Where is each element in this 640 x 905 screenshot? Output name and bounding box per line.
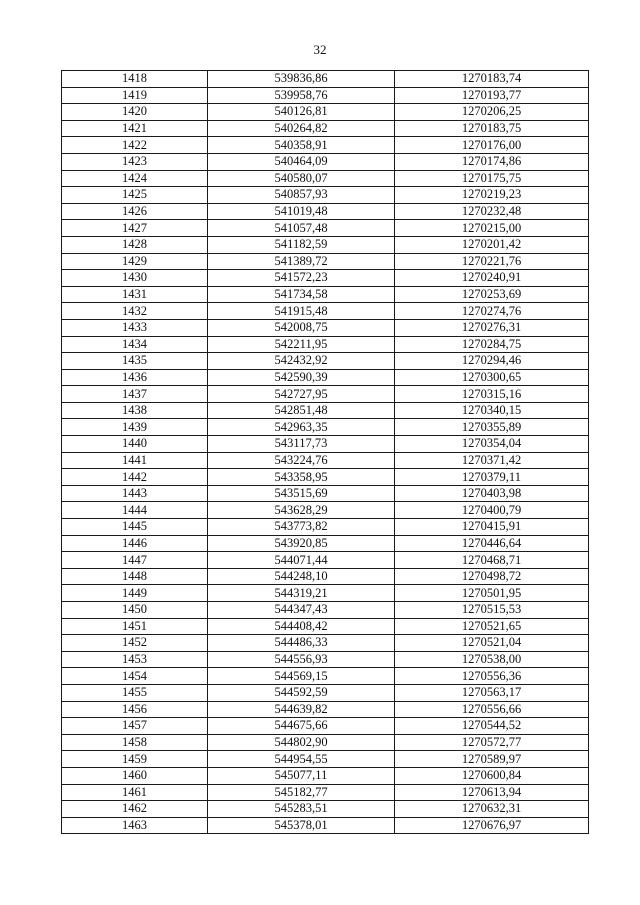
table-row: [62, 303, 589, 320]
x-coordinate-cell: 544319,21: [208, 585, 395, 602]
point-number-cell: 1445: [62, 519, 208, 536]
table-row: [62, 386, 589, 403]
table-row: [62, 684, 589, 701]
y-coordinate-cell: 1270589,97: [395, 751, 589, 768]
y-coordinate-cell: 1270284,75: [395, 336, 589, 353]
point-number-cell: 1440: [62, 436, 208, 453]
table-row: [62, 87, 589, 104]
x-coordinate-cell: 539958,76: [208, 87, 395, 104]
x-coordinate-cell: 541019,48: [208, 203, 395, 220]
x-coordinate-cell: 542008,75: [208, 319, 395, 336]
table-row: [62, 153, 589, 170]
point-number-cell: 1437: [62, 386, 208, 403]
point-number-cell: 1446: [62, 535, 208, 552]
x-coordinate-cell: 541915,48: [208, 303, 395, 320]
point-number-cell: 1451: [62, 618, 208, 635]
x-coordinate-cell: 541389,72: [208, 253, 395, 270]
point-number-cell: 1427: [62, 220, 208, 237]
point-number-cell: 1452: [62, 635, 208, 652]
table-row: [62, 353, 589, 370]
point-number-cell: 1449: [62, 585, 208, 602]
x-coordinate-cell: 540464,09: [208, 153, 395, 170]
x-coordinate-cell: 542851,48: [208, 402, 395, 419]
point-number-cell: 1442: [62, 469, 208, 486]
point-number-cell: 1418: [62, 71, 208, 88]
point-number-cell: 1460: [62, 767, 208, 784]
y-coordinate-cell: 1270355,89: [395, 419, 589, 436]
table-row: [62, 402, 589, 419]
table-row: [62, 618, 589, 635]
point-number-cell: 1456: [62, 701, 208, 718]
point-number-cell: 1441: [62, 452, 208, 469]
y-coordinate-cell: 1270563,17: [395, 684, 589, 701]
y-coordinate-cell: 1270201,42: [395, 236, 589, 253]
table-row: [62, 469, 589, 486]
table-row: [62, 137, 589, 154]
point-number-cell: 1420: [62, 104, 208, 121]
x-coordinate-cell: 544569,15: [208, 668, 395, 685]
x-coordinate-cell: 545077,11: [208, 767, 395, 784]
table-row: [62, 701, 589, 718]
table-row: [62, 436, 589, 453]
table-row: [62, 668, 589, 685]
x-coordinate-cell: 544486,33: [208, 635, 395, 652]
x-coordinate-cell: 544592,59: [208, 684, 395, 701]
table-row: [62, 519, 589, 536]
table-row: [62, 336, 589, 353]
point-number-cell: 1453: [62, 651, 208, 668]
y-coordinate-cell: 1270175,75: [395, 170, 589, 187]
table-row: [62, 801, 589, 818]
table-row: [62, 319, 589, 336]
table-row: [62, 104, 589, 121]
x-coordinate-cell: 545283,51: [208, 801, 395, 818]
point-number-cell: 1424: [62, 170, 208, 187]
x-coordinate-cell: 544556,93: [208, 651, 395, 668]
point-number-cell: 1421: [62, 120, 208, 137]
point-number-cell: 1439: [62, 419, 208, 436]
y-coordinate-cell: 1270538,00: [395, 651, 589, 668]
y-coordinate-cell: 1270215,00: [395, 220, 589, 237]
y-coordinate-cell: 1270544,52: [395, 718, 589, 735]
y-coordinate-cell: 1270221,76: [395, 253, 589, 270]
point-number-cell: 1455: [62, 684, 208, 701]
point-number-cell: 1423: [62, 153, 208, 170]
x-coordinate-cell: 541572,23: [208, 270, 395, 287]
table-row: [62, 552, 589, 569]
y-coordinate-cell: 1270174,86: [395, 153, 589, 170]
table-row: [62, 270, 589, 287]
point-number-cell: 1448: [62, 568, 208, 585]
y-coordinate-cell: 1270498,72: [395, 568, 589, 585]
point-number-cell: 1436: [62, 369, 208, 386]
table-row: [62, 734, 589, 751]
point-number-cell: 1461: [62, 784, 208, 801]
table-row: [62, 203, 589, 220]
x-coordinate-cell: 542963,35: [208, 419, 395, 436]
table-row: [62, 602, 589, 619]
x-coordinate-cell: 543224,76: [208, 452, 395, 469]
y-coordinate-cell: 1270613,94: [395, 784, 589, 801]
y-coordinate-cell: 1270253,69: [395, 286, 589, 303]
y-coordinate-cell: 1270300,65: [395, 369, 589, 386]
x-coordinate-cell: 545378,01: [208, 817, 395, 834]
y-coordinate-cell: 1270501,95: [395, 585, 589, 602]
coordinates-table: [61, 70, 589, 834]
point-number-cell: 1430: [62, 270, 208, 287]
x-coordinate-cell: 542211,95: [208, 336, 395, 353]
x-coordinate-cell: 540580,07: [208, 170, 395, 187]
x-coordinate-cell: 541057,48: [208, 220, 395, 237]
table-row: [62, 485, 589, 502]
y-coordinate-cell: 1270521,65: [395, 618, 589, 635]
y-coordinate-cell: 1270446,64: [395, 535, 589, 552]
point-number-cell: 1425: [62, 187, 208, 204]
y-coordinate-cell: 1270276,31: [395, 319, 589, 336]
x-coordinate-cell: 541182,59: [208, 236, 395, 253]
y-coordinate-cell: 1270556,66: [395, 701, 589, 718]
point-number-cell: 1447: [62, 552, 208, 569]
point-number-cell: 1419: [62, 87, 208, 104]
point-number-cell: 1422: [62, 137, 208, 154]
y-coordinate-cell: 1270183,75: [395, 120, 589, 137]
table-row: [62, 236, 589, 253]
point-number-cell: 1443: [62, 485, 208, 502]
x-coordinate-cell: 543117,73: [208, 436, 395, 453]
coordinates-table-body: [62, 71, 589, 834]
x-coordinate-cell: 544639,82: [208, 701, 395, 718]
table-row: [62, 220, 589, 237]
y-coordinate-cell: 1270556,36: [395, 668, 589, 685]
y-coordinate-cell: 1270600,84: [395, 767, 589, 784]
table-row: [62, 568, 589, 585]
point-number-cell: 1457: [62, 718, 208, 735]
x-coordinate-cell: 540857,93: [208, 187, 395, 204]
x-coordinate-cell: 543628,29: [208, 502, 395, 519]
point-number-cell: 1428: [62, 236, 208, 253]
point-number-cell: 1432: [62, 303, 208, 320]
y-coordinate-cell: 1270572,77: [395, 734, 589, 751]
y-coordinate-cell: 1270403,98: [395, 485, 589, 502]
table-row: [62, 767, 589, 784]
x-coordinate-cell: 540126,81: [208, 104, 395, 121]
point-number-cell: 1426: [62, 203, 208, 220]
point-number-cell: 1444: [62, 502, 208, 519]
x-coordinate-cell: 544347,43: [208, 602, 395, 619]
table-row: [62, 452, 589, 469]
x-coordinate-cell: 543773,82: [208, 519, 395, 536]
y-coordinate-cell: 1270676,97: [395, 817, 589, 834]
y-coordinate-cell: 1270219,23: [395, 187, 589, 204]
x-coordinate-cell: 544071,44: [208, 552, 395, 569]
point-number-cell: 1458: [62, 734, 208, 751]
table-row: [62, 120, 589, 137]
page-number: 32: [313, 42, 327, 57]
y-coordinate-cell: 1270632,31: [395, 801, 589, 818]
y-coordinate-cell: 1270206,25: [395, 104, 589, 121]
table-row: [62, 651, 589, 668]
x-coordinate-cell: 540264,82: [208, 120, 395, 137]
y-coordinate-cell: 1270515,53: [395, 602, 589, 619]
table-row: [62, 751, 589, 768]
y-coordinate-cell: 1270400,79: [395, 502, 589, 519]
table-row: [62, 784, 589, 801]
y-coordinate-cell: 1270379,11: [395, 469, 589, 486]
y-coordinate-cell: 1270183,74: [395, 71, 589, 88]
y-coordinate-cell: 1270193,77: [395, 87, 589, 104]
point-number-cell: 1454: [62, 668, 208, 685]
x-coordinate-cell: 544802,90: [208, 734, 395, 751]
table-row: [62, 535, 589, 552]
point-number-cell: 1459: [62, 751, 208, 768]
y-coordinate-cell: 1270468,71: [395, 552, 589, 569]
x-coordinate-cell: 544248,10: [208, 568, 395, 585]
y-coordinate-cell: 1270354,04: [395, 436, 589, 453]
y-coordinate-cell: 1270415,91: [395, 519, 589, 536]
table-row: [62, 369, 589, 386]
point-number-cell: 1438: [62, 402, 208, 419]
table-row: [62, 253, 589, 270]
x-coordinate-cell: 543515,69: [208, 485, 395, 502]
x-coordinate-cell: 544675,66: [208, 718, 395, 735]
table-row: [62, 187, 589, 204]
y-coordinate-cell: 1270371,42: [395, 452, 589, 469]
table-row: [62, 817, 589, 834]
table-row: [62, 718, 589, 735]
x-coordinate-cell: 544954,55: [208, 751, 395, 768]
y-coordinate-cell: 1270315,16: [395, 386, 589, 403]
x-coordinate-cell: 543920,85: [208, 535, 395, 552]
x-coordinate-cell: 542727,95: [208, 386, 395, 403]
table-row: [62, 635, 589, 652]
point-number-cell: 1429: [62, 253, 208, 270]
point-number-cell: 1431: [62, 286, 208, 303]
x-coordinate-cell: 542432,92: [208, 353, 395, 370]
y-coordinate-cell: 1270340,15: [395, 402, 589, 419]
y-coordinate-cell: 1270521,04: [395, 635, 589, 652]
point-number-cell: 1433: [62, 319, 208, 336]
point-number-cell: 1462: [62, 801, 208, 818]
x-coordinate-cell: 539836,86: [208, 71, 395, 88]
point-number-cell: 1435: [62, 353, 208, 370]
x-coordinate-cell: 543358,95: [208, 469, 395, 486]
y-coordinate-cell: 1270274,76: [395, 303, 589, 320]
x-coordinate-cell: 540358,91: [208, 137, 395, 154]
table-row: [62, 502, 589, 519]
point-number-cell: 1463: [62, 817, 208, 834]
point-number-cell: 1434: [62, 336, 208, 353]
x-coordinate-cell: 544408,42: [208, 618, 395, 635]
y-coordinate-cell: 1270232,48: [395, 203, 589, 220]
y-coordinate-cell: 1270176,00: [395, 137, 589, 154]
table-row: [62, 286, 589, 303]
table-row: [62, 71, 589, 88]
x-coordinate-cell: 542590,39: [208, 369, 395, 386]
x-coordinate-cell: 545182,77: [208, 784, 395, 801]
point-number-cell: 1450: [62, 602, 208, 619]
table-row: [62, 170, 589, 187]
table-row: [62, 419, 589, 436]
y-coordinate-cell: 1270240,91: [395, 270, 589, 287]
table-row: [62, 585, 589, 602]
y-coordinate-cell: 1270294,46: [395, 353, 589, 370]
x-coordinate-cell: 541734,58: [208, 286, 395, 303]
